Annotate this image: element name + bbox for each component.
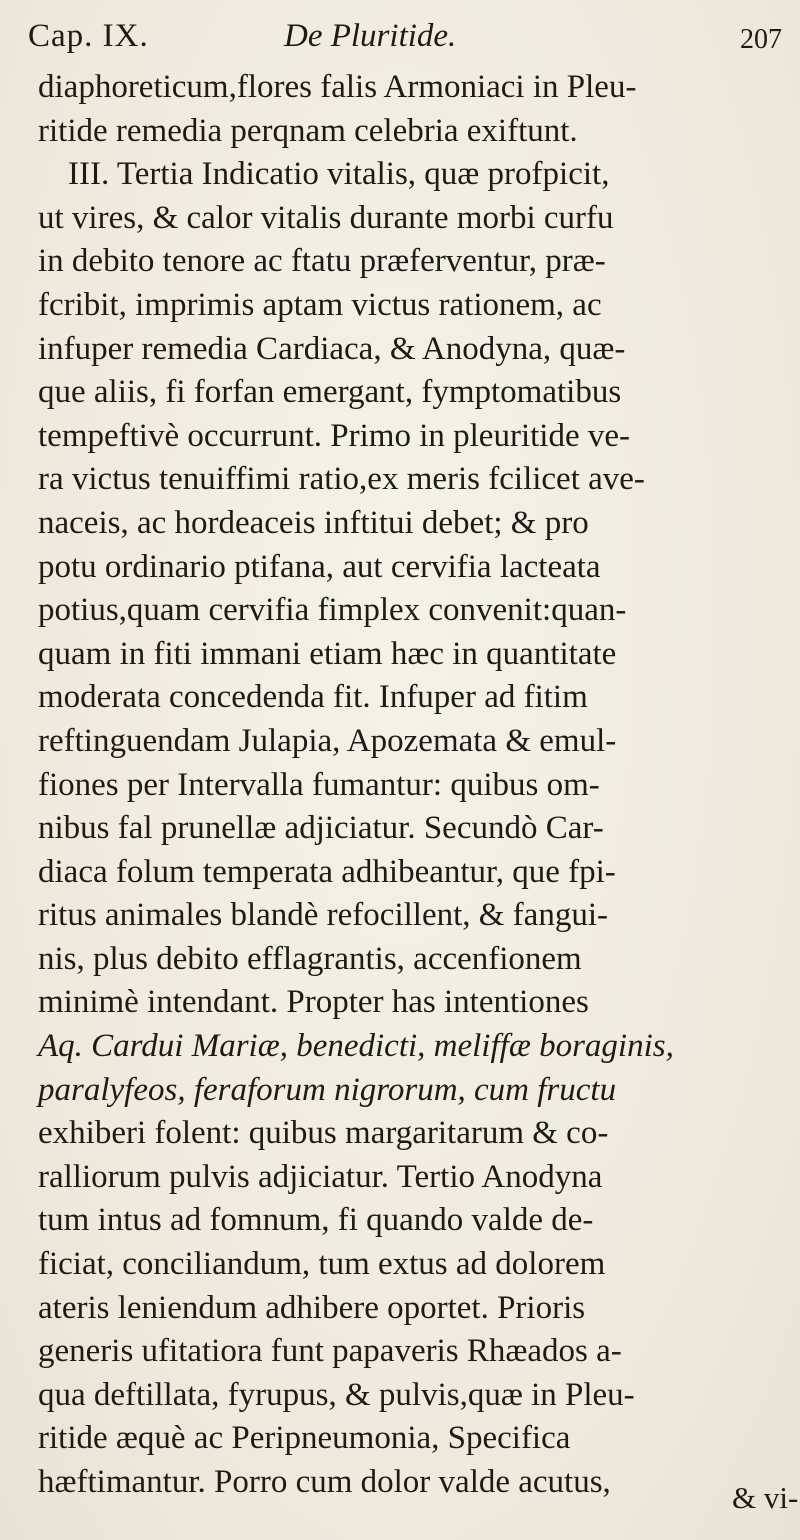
text-line: ralliorum pulvis adjiciatur. Tertio Anodyna (38, 1158, 603, 1195)
catchword: & vi- (732, 1480, 799, 1515)
text-line: generis ufitatiora funt papaveris Rhæados a- (38, 1333, 622, 1370)
text-line: exhiberi folent: quibus margaritarum & co- (38, 1115, 609, 1152)
body-text (28, 66, 788, 1505)
page-title: De Pluritide. (284, 18, 457, 54)
text-line: ritide remedia perqnam celebria exiftunt. (38, 112, 578, 149)
text-line: potius,quam cervifia fimplex convenit:quan- (38, 592, 627, 629)
text-line: ritide æquè ac Peripneumonia, Specifica (38, 1420, 571, 1457)
text-line: fcribit, imprimis aptam victus rationem, ac (38, 286, 602, 323)
text-line: que aliis, fi forfan emergant, fymptomatibus (38, 374, 622, 411)
text-line: ritus animales blandè refocillent, & fangui- (38, 897, 608, 934)
chapter-heading: Cap. IX. (28, 18, 149, 54)
text-line: hæftimantur. Porro cum dolor valde acutus, (38, 1464, 611, 1500)
page-number: 207 (740, 24, 782, 55)
text-line: Aq. Cardui Mariæ, benedicti, meliffæ boraginis, (38, 1028, 674, 1065)
text-line: tempeftivè occurrunt. Primo in pleuritide ve- (38, 417, 630, 454)
text-line: moderata concedenda fit. Infuper ad fitim (38, 679, 588, 716)
text-line: ut vires, & calor vitalis durante morbi curfu (38, 199, 614, 236)
text-line: paralyfeos, feraforum nigrorum, cum fructu (38, 1071, 617, 1108)
text-line: diaca folum temperata adhibeantur, que fpi- (38, 853, 616, 890)
text-line: fiones per Intervalla fumantur: quibus om- (38, 766, 600, 803)
text-line: potu ordinario ptifana, aut cervifia lacteata (38, 548, 601, 585)
text-line: infuper remedia Cardiaca, & Anodyna, quæ- (38, 330, 626, 367)
text-line: naceis, ac hordeaceis inftitui debet; & pro (38, 504, 589, 541)
text-line: reftinguendam Julapia, Apozemata & emul- (38, 722, 617, 759)
text-line: nis, plus debito efflagrantis, accenfionem (38, 940, 582, 977)
text-line: in debito tenore ac ftatu præferventur, præ- (38, 243, 606, 280)
text-line: ra victus tenuiffimi ratio,ex meris fcilicet ave- (38, 461, 645, 498)
text-line: ateris leniendum adhibere oportet. Prioris (38, 1289, 586, 1326)
text-line: diaphoreticum,flores falis Armoniaci in Pleu- (38, 69, 637, 105)
text-line: quam in fiti immani etiam hæc in quantitate (38, 635, 617, 672)
text-line: tum intus ad fomnum, fi quando valde de- (38, 1202, 594, 1239)
text-line: nibus fal prunellæ adjiciatur. Secundò Car- (38, 810, 604, 847)
text-line: III. Tertia Indicatio vitalis, quæ profpicit, (68, 156, 610, 193)
text-line: qua deftillata, fyrupus, & pulvis,quæ in Pleu- (38, 1376, 635, 1413)
text-line: ficiat, conciliandum, tum extus ad dolorem (38, 1246, 606, 1283)
running-head (28, 14, 788, 60)
text-line: minimè intendant. Propter has intentiones (38, 984, 589, 1021)
